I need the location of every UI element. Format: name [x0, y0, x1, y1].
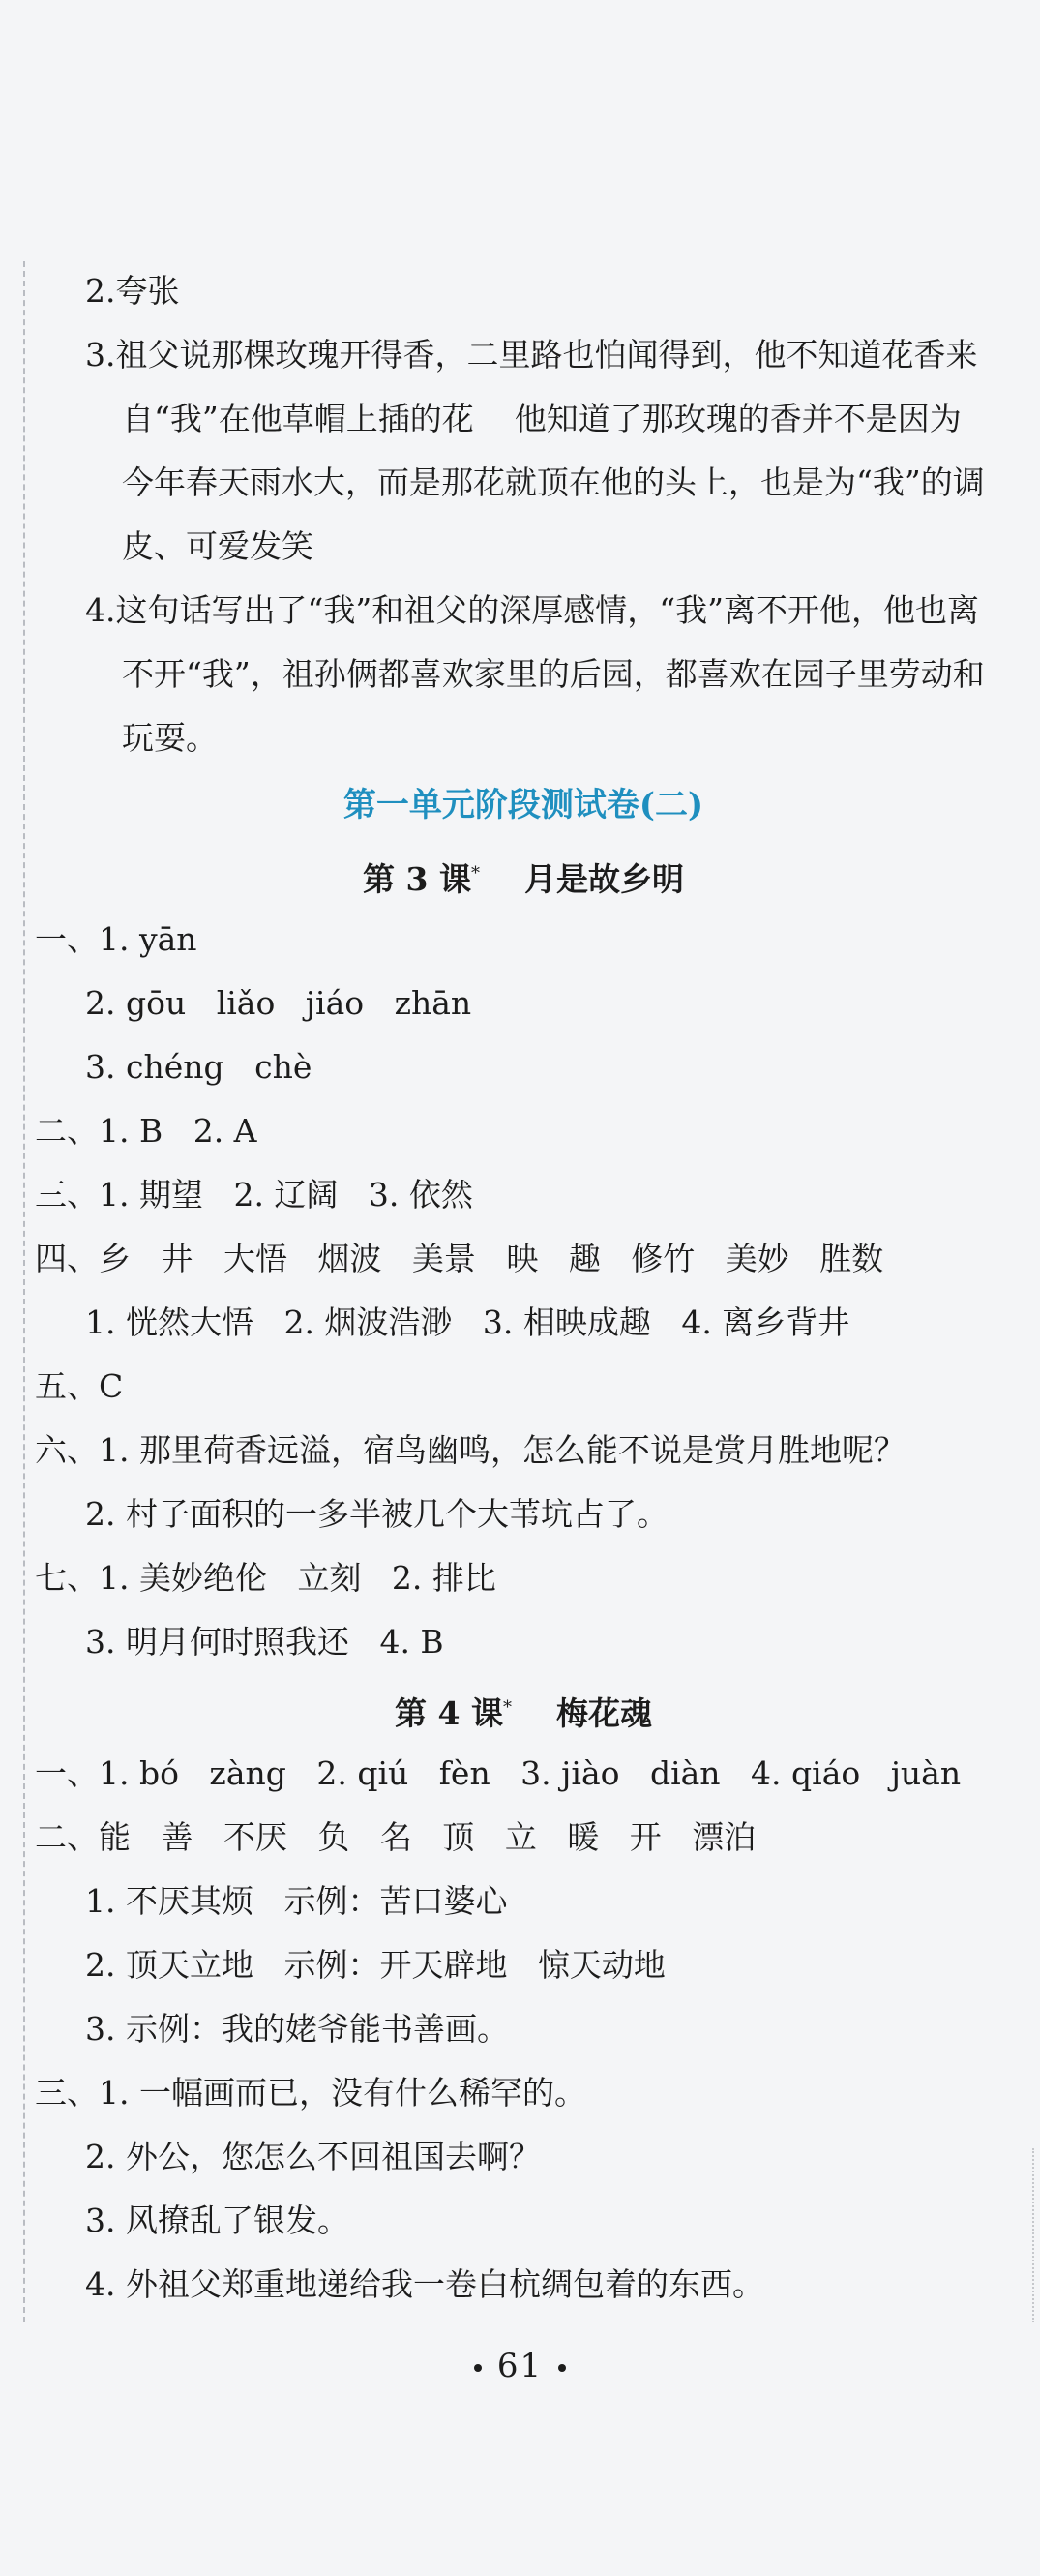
answer-line: 六、1. 那里荷香远溢，宿鸟幽鸣，怎么能不说是赏月胜地呢？ [35, 1431, 906, 1469]
page-number-text: 61 [496, 2347, 544, 2385]
answer-line: 三、1. 期望 2. 辽阔 3. 依然 [35, 1176, 473, 1213]
right-edge-marks [1028, 2148, 1034, 2322]
answer-line: 1. 恍然大悟 2. 烟波浩渺 3. 相映成趣 4. 离乡背井 [85, 1303, 850, 1341]
answer-line: 四、乡 井 大悟 烟波 美景 映 趣 修竹 美妙 胜数 [35, 1240, 884, 1277]
lesson-heading [35, 840, 1012, 908]
answer-line: 4.这句话写出了“我”和祖父的深厚感情，“我”离不开他，他也离 [85, 591, 979, 629]
answer-line: 3. chéng chè [85, 1048, 312, 1086]
lesson-name: 月是故乡明 [523, 860, 684, 898]
answer-line: 三、1. 一幅画而已，没有什么稀罕的。 [35, 2074, 586, 2112]
answer-line: 五、C [35, 1367, 124, 1405]
bullet-right [558, 2364, 566, 2372]
answer-line: 皮、可爱发笑 [122, 527, 313, 565]
section-title: 第一单元阶段测试卷(二) [342, 786, 704, 824]
answer-line: 1. 不厌其烦 示例：苦口婆心 [85, 1882, 508, 1920]
answer-line: 二、能 善 不厌 负 名 顶 立 暖 开 漂泊 [35, 1818, 757, 1856]
answer-line: 2. gōu liǎo jiáo zhān [85, 984, 472, 1022]
lesson-heading [35, 1674, 1012, 1742]
answer-line: 2.夸张 [85, 272, 180, 310]
answer-line: 七、1. 美妙绝伦 立刻 2. 排比 [35, 1559, 496, 1597]
answer-line: 今年春天雨水大，而是那花就顶在他的头上，也是为“我”的调 [122, 464, 985, 501]
answer-line: 玩耍。 [122, 719, 218, 757]
lesson-name: 梅花魂 [555, 1694, 652, 1732]
answer-line: 3.祖父说那棵玫瑰开得香，二里路也怕闻得到，他不知道花香来 [85, 336, 978, 374]
answer-line: 2. 外公，您怎么不回祖国去啊？ [85, 2138, 541, 2175]
left-dashed-rule [23, 261, 25, 2322]
lesson-number: 第 3 课 [363, 860, 471, 898]
answer-line: 3. 示例：我的姥爷能书善画。 [85, 2010, 509, 2048]
answer-line: 4. 外祖父郑重地递给我一卷白杭绸包着的东西。 [85, 2265, 764, 2303]
answer-line: 一、1. yān [35, 920, 197, 958]
answer-line: 3. 明月何时照我还 4. B [85, 1623, 444, 1661]
answer-content [35, 259, 1012, 2317]
lesson-mark: * [502, 1697, 512, 1718]
answer-line: 3. 风撩乱了银发。 [85, 2202, 349, 2239]
answer-line: 2. 村子面积的一多半被几个大苇坑占了。 [85, 1495, 669, 1533]
answer-line: 二、1. B 2. A [35, 1112, 257, 1150]
lesson-number: 第 4 课 [395, 1694, 503, 1732]
page-number [0, 2347, 1040, 2385]
answer-line: 2. 顶天立地 示例：开天辟地 惊天动地 [85, 1946, 666, 1984]
bullet-left [474, 2364, 482, 2372]
lesson-mark: * [470, 863, 480, 884]
answer-line: 不开“我”，祖孙俩都喜欢家里的后园，都喜欢在园子里劳动和 [122, 655, 985, 693]
answer-line: 一、1. bó zàng 2. qiú fèn 3. jiào diàn 4. qiáo juàn [35, 1754, 962, 1792]
answer-line: 自“我”在他草帽上插的花 他知道了那玫瑰的香并不是因为 [122, 400, 962, 437]
